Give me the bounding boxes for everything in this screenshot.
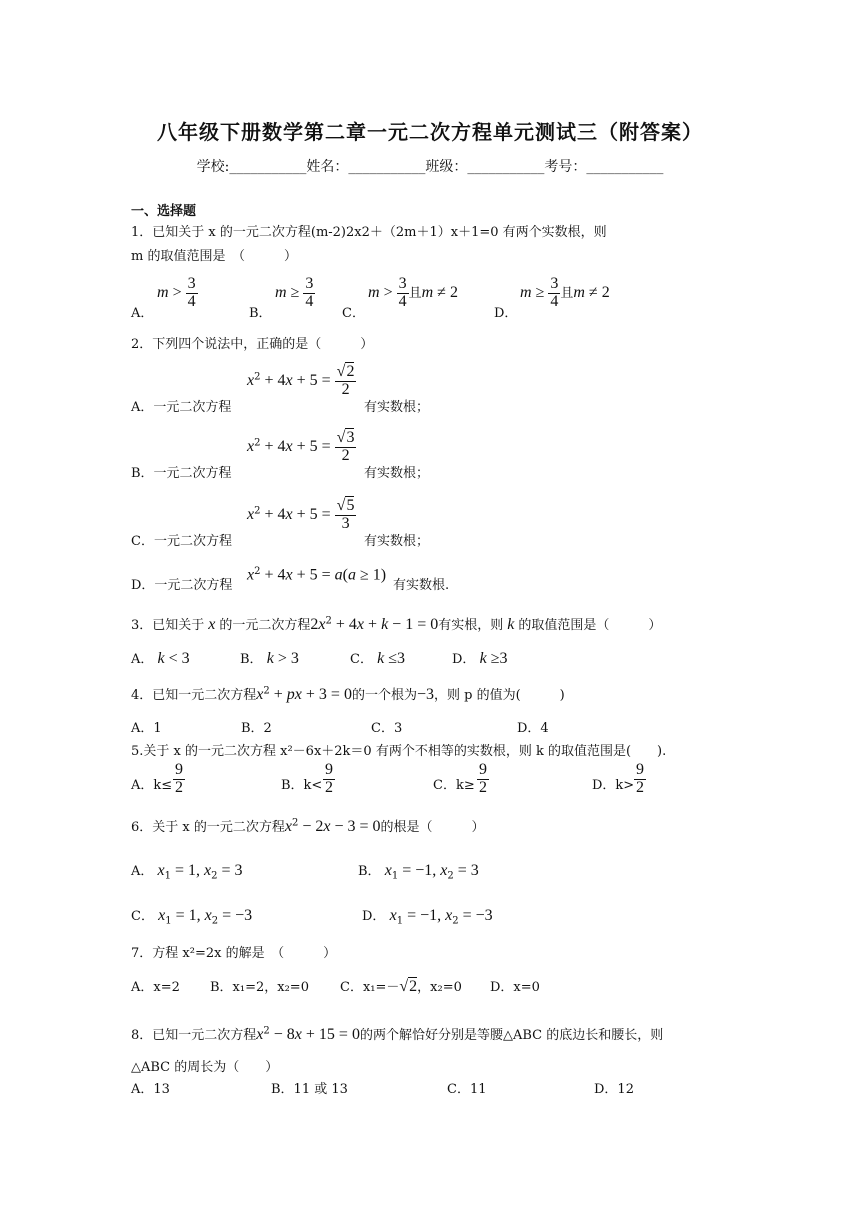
q6-option-a: A． $x_1 = 1$, $x_2 = 3$: [131, 862, 243, 882]
q3-stem: 3．已知关于 x 的一元二次方程$2x^2 + 4x + k - 1 = 0$有实根，则 k 的取值范围是（ ）: [131, 615, 662, 633]
q5-stem: 5.关于 x 的一元二次方程 x²－6x＋2k＝0 有两个不相等的实数根，则 k 的取值范围是( ).: [131, 744, 667, 759]
q2-option-b: B．一元二次方程 $x^2 + 4x + 5$ = $\frac{√3}{2}$ 有实数根；: [131, 429, 430, 481]
q3-option-c: C． k ≤3: [350, 650, 405, 667]
q4-option-d: D．4: [517, 721, 549, 736]
q8-option-c: C．11: [447, 1082, 487, 1097]
q6-option-d: D． $x_1 = -1$, $x_2 = -3$: [362, 907, 493, 927]
page-title: 八年级下册数学第二章一元二次方程单元测试三（附答案）: [157, 120, 703, 144]
q7-option-b: B．x₁=2，x₂=0: [210, 980, 309, 995]
q1-option-d: D． m ≥ $\frac{3}{4}$ 且m ≠ 2: [494, 275, 610, 321]
q6-option-c: C． $x_1 = 1$, $x_2 = -3$: [131, 907, 253, 927]
q1-stem-line2: m 的取值范围是 （ ）: [131, 249, 297, 264]
q7-option-a: A．x=2: [131, 980, 180, 995]
q8-option-d: D．12: [594, 1082, 634, 1097]
q8-option-a: A．13: [131, 1082, 170, 1097]
q1-stem-line1: 1．已知关于 x 的一元二次方程(m-2)2x2＋（2m＋1）x＋1=0 有两个实数根，则: [131, 225, 607, 240]
q1-option-c: C． m > $\frac{3}{4}$ 且m ≠ 2: [342, 275, 458, 321]
q6-stem: 6．关于 x 的一元二次方程$x^2 - 2x - 3 = 0$的根是（ ）: [131, 817, 485, 835]
q3-option-b: B． k > 3: [240, 650, 299, 667]
q4-option-b: B．2: [241, 721, 272, 736]
q2-option-c: C．一元二次方程 $x^2 + 4x + 5$ = $\frac{√5}{3}$ 有实数根；: [131, 497, 430, 549]
q7-option-c: C．x₁=－√2，x₂=0: [340, 978, 462, 995]
q7-stem: 7．方程 x²=2x 的解是 （ ）: [131, 946, 337, 961]
q6-option-b: B． $x_1 = -1$, $x_2 = 3$: [358, 862, 479, 882]
q7-option-d: D．x=0: [490, 980, 540, 995]
q8-stem-line2: △ABC 的周长为（ ）: [131, 1060, 279, 1075]
q2-option-d: D．一元二次方程 $x^2 + 4x + 5 = a(a \ge 1)$ 有实数根.: [131, 566, 450, 593]
q3-option-a: A． k < 3: [131, 650, 190, 667]
q4-option-a: A．1: [131, 721, 162, 736]
student-info-line: 学校:___________姓名：___________班级：___________考号：___________: [196, 159, 664, 175]
section-heading: 一、选择题: [131, 204, 197, 219]
q4-option-c: C．3: [371, 721, 403, 736]
q8-stem-line1: 8．已知一元二次方程$x^2 - 8x + 15 = 0$的两个解恰好分别是等腰△ABC 的底边长和腰长，则: [131, 1025, 664, 1043]
q8-option-b: B．11 或 13: [271, 1082, 348, 1097]
q3-option-d: D． k ≥3: [452, 650, 508, 667]
q4-stem: 4．已知一元二次方程$x^2$ + px + 3 = 0的一个根为−3，则 p 的值为( ): [131, 685, 565, 703]
q2-option-a: A．一元二次方程 $x^2 + 4x + 5$ = $\frac{√2}{2}$ 有实数根；: [131, 363, 430, 415]
q2-stem: 2．下列四个说法中，正确的是（ ）: [131, 337, 374, 352]
